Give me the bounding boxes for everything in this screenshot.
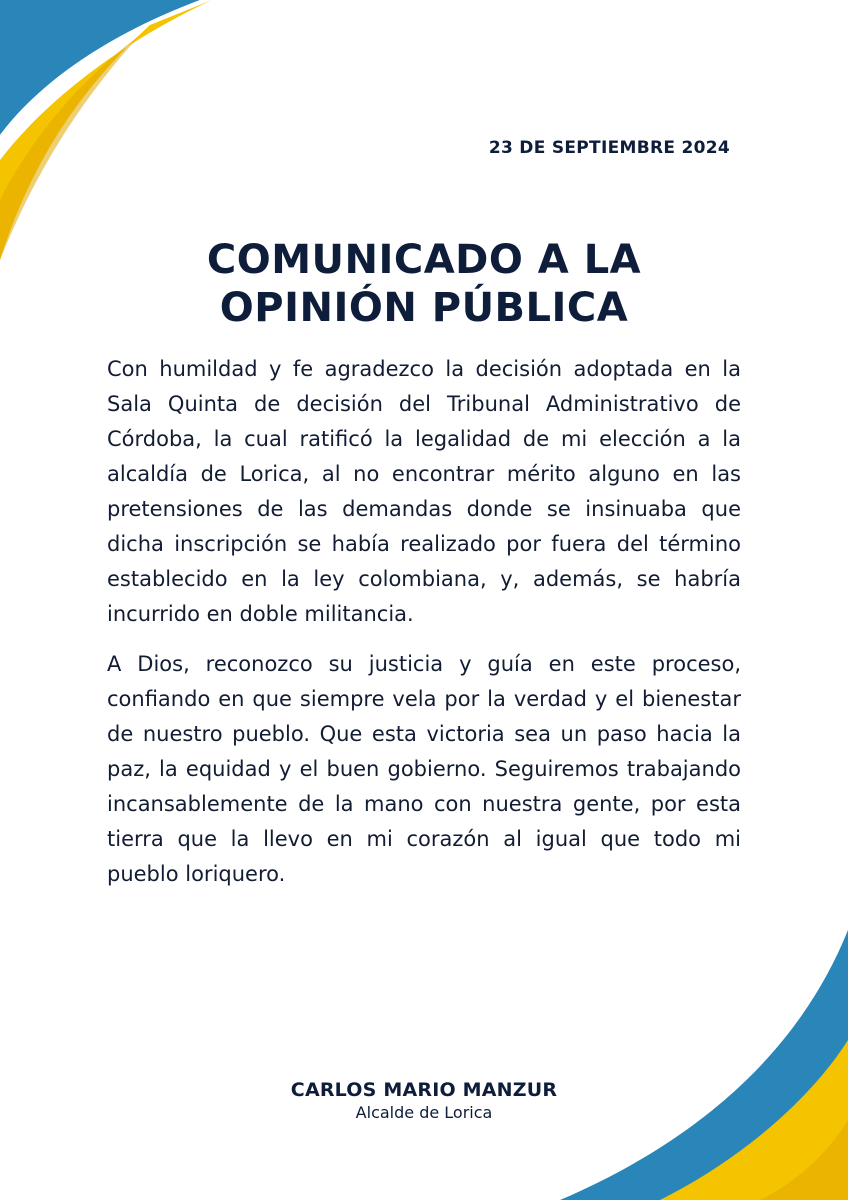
- document-title: [0, 236, 848, 332]
- signature-role: Alcalde de Lorica: [355, 1103, 493, 1122]
- signature-name: CARLOS MARIO MANZUR: [290, 1079, 558, 1101]
- body-paragraph-1: Con humildad y fe agradezco la decisión adoptada en la Sala Quinta de decisión del Tribunal Administrativo de Córdoba, la cual ratificó la legalidad de mi elección a la alcaldía de Lorica, al no encontrar mérito alguno en las pretensiones de las demandas donde se insinuaba que dicha inscripción se había realizado por fuera del término establecido en la ley colombiana, y, además, se habría incurrido en doble militancia.: [107, 357, 741, 626]
- document-date: 23 DE SEPTIEMBRE 2024: [488, 138, 730, 158]
- title-line-2: OPINIÓN PÚBLICA: [219, 285, 629, 331]
- signature-block: [0, 1078, 848, 1124]
- document-body: [107, 352, 741, 907]
- title-line-1: COMUNICADO A LA: [206, 237, 642, 283]
- body-paragraph-2: A Dios, reconozco su justicia y guía en este proceso, confiando en que siempre vela por la verdad y el bienestar de nuestro pueblo. Que esta victoria sea un paso hacia la paz, la equidad y el buen gobierno. Seguiremos trabajando incansablemente de la mano con nuestra gente, por esta tierra que la llevo en mi corazón al igual que todo mi pueblo loriquero.: [107, 652, 741, 886]
